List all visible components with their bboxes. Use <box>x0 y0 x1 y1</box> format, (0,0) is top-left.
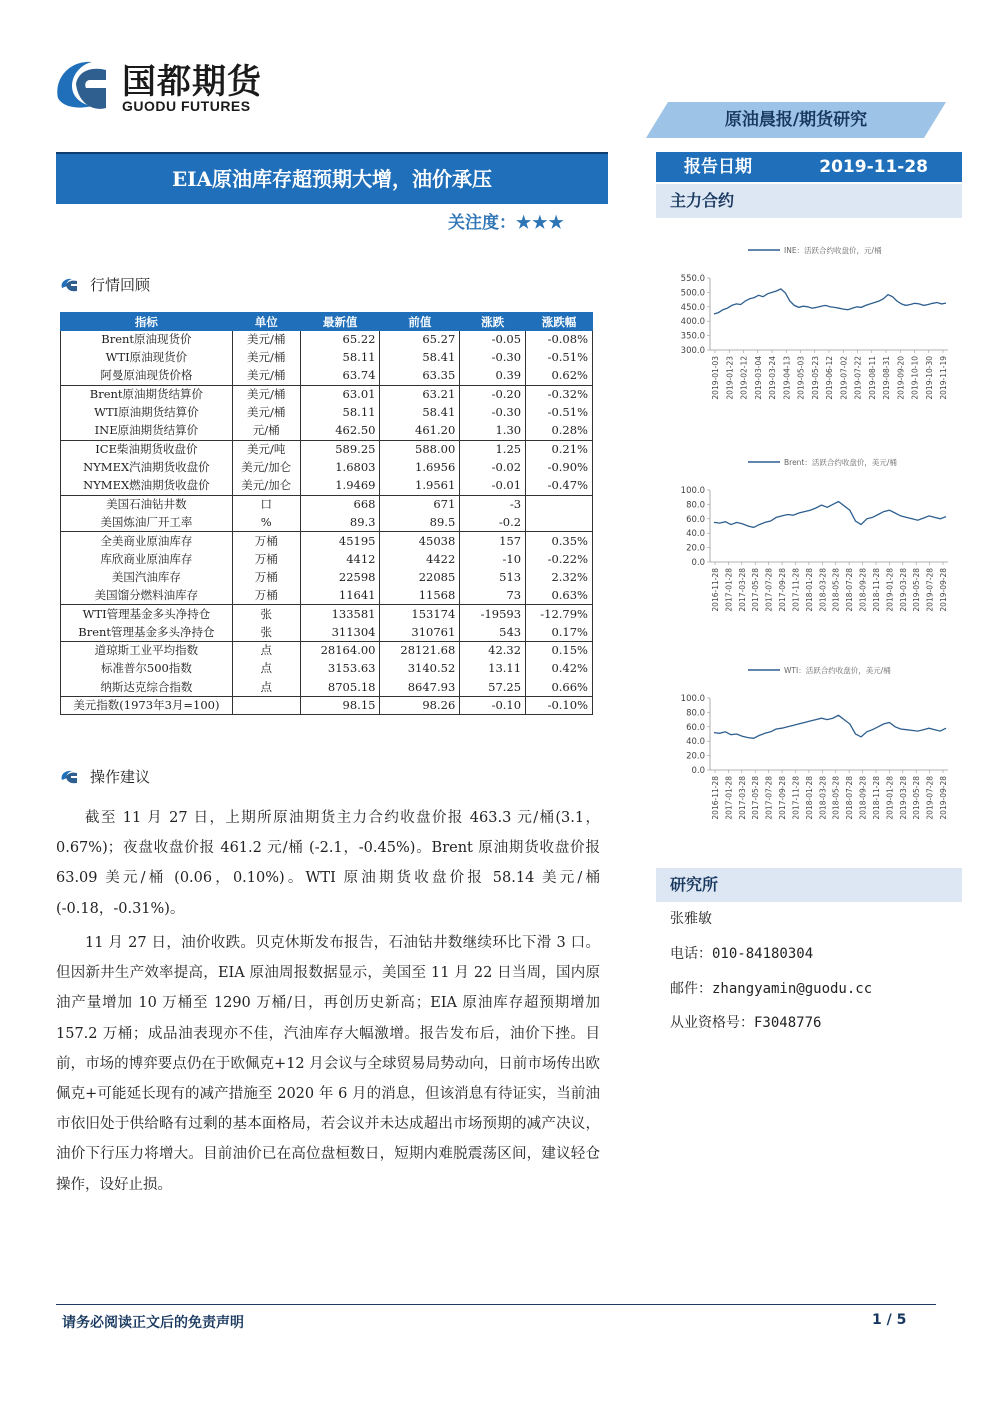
table-cell: 0.66% <box>526 678 593 696</box>
table-cell: 73 <box>460 587 526 605</box>
x-tick-label: 2019-09-20 <box>896 356 906 400</box>
x-tick-label: 2017-11-28 <box>791 776 801 820</box>
star-rating-icon: ★★★ <box>516 213 565 233</box>
table-row <box>61 605 593 623</box>
table-cell: -0.20 <box>460 385 526 403</box>
x-tick-label: 2018-05-28 <box>831 568 841 612</box>
x-tick-label: 2017-09-28 <box>778 776 788 820</box>
table-cell: 63.21 <box>380 385 460 403</box>
x-tick-label: 2019-01-03 <box>711 356 720 400</box>
x-tick-label: 2017-11-28 <box>791 568 801 612</box>
table-cell: 点 <box>232 678 300 696</box>
table-cell: -0.08% <box>526 331 593 349</box>
table-row <box>61 678 593 696</box>
indicator-name-cell: 纳斯达克综合指数 <box>61 678 233 696</box>
table-cell: 3153.63 <box>300 660 380 678</box>
x-tick-label: 2018-09-28 <box>858 776 868 820</box>
table-cell: 668 <box>300 495 380 513</box>
legend-label: WTI：活跃合约收盘价，美元/桶 <box>784 666 891 675</box>
table-cell: 63.35 <box>380 367 460 385</box>
table-cell: 1.30 <box>460 422 526 440</box>
indicator-name-cell: NYMEX汽油期货收盘价 <box>61 459 233 477</box>
main-contract-title: 主力合约 <box>670 191 735 210</box>
main-contract-header <box>656 184 962 218</box>
table-cell: 589.25 <box>300 440 380 458</box>
table-row <box>61 513 593 531</box>
x-tick-label: 2018-07-28 <box>845 568 855 612</box>
x-tick-label: 2019-09-28 <box>939 776 948 820</box>
report-type-badge <box>646 102 946 138</box>
table-cell: 513 <box>460 568 526 586</box>
table-body <box>61 331 593 715</box>
table-cell: 3140.52 <box>380 660 460 678</box>
table-cell: 462.50 <box>300 422 380 440</box>
table-cell: -0.51% <box>526 349 593 367</box>
table-cell: -0.30 <box>460 349 526 367</box>
x-tick-label: 2019-06-12 <box>825 356 834 400</box>
x-tick-label: 2019-03-28 <box>898 776 908 820</box>
table-row <box>61 367 593 385</box>
table-cell: -0.22% <box>526 550 593 568</box>
table-row <box>61 495 593 513</box>
table-cell: 万桶 <box>232 587 300 605</box>
x-tick-label: 2017-03-28 <box>737 776 747 820</box>
table-cell: 0.39 <box>460 367 526 385</box>
table-header-row <box>61 313 593 331</box>
column-header: 单位 <box>232 313 300 331</box>
x-tick-label: 2019-03-04 <box>753 356 763 400</box>
table-cell: 4412 <box>300 550 380 568</box>
indicator-name-cell: 标准普尔500指数 <box>61 660 233 678</box>
indicator-name-cell: WTI原油现货价 <box>61 349 233 367</box>
table-row <box>61 642 593 660</box>
ine-price-chart <box>660 236 960 412</box>
table-row <box>61 440 593 458</box>
wti-price-chart-svg <box>660 656 960 832</box>
x-tick-label: 2019-03-24 <box>768 356 777 400</box>
indicator-name-cell: 美国汽油库存 <box>61 568 233 586</box>
report-title-bar <box>56 152 608 204</box>
x-tick-label: 2018-05-28 <box>831 776 841 820</box>
table-cell: 671 <box>380 495 460 513</box>
table-cell: 89.5 <box>380 513 460 531</box>
table-cell: 58.41 <box>380 404 460 422</box>
x-tick-label: 2018-07-28 <box>845 776 855 820</box>
x-tick-label: 2017-01-28 <box>724 568 734 612</box>
report-type-text: 原油晨报/期货研究 <box>724 110 868 130</box>
section-bullet-icon <box>60 770 78 784</box>
y-tick-label: 450.0 <box>680 302 705 313</box>
y-tick-label: 40.0 <box>686 737 705 748</box>
indicator-name-cell: 美国石油钻井数 <box>61 495 233 513</box>
table-cell: -10 <box>460 550 526 568</box>
table-row <box>61 550 593 568</box>
table-cell: -0.01 <box>460 477 526 495</box>
legend-label: Brent：活跃合约收盘价，美元/桶 <box>784 458 897 467</box>
table-cell: 0.42% <box>526 660 593 678</box>
x-tick-label: 2019-07-28 <box>925 776 935 820</box>
y-tick-label: 80.0 <box>686 708 705 719</box>
x-tick-label: 2019-09-28 <box>939 568 948 612</box>
table-cell: 65.27 <box>380 331 460 349</box>
table-cell: -0.90% <box>526 459 593 477</box>
x-tick-label: 2018-09-28 <box>858 568 868 612</box>
table-cell: 22085 <box>380 568 460 586</box>
table-cell: 0.35% <box>526 532 593 550</box>
indicator-name-cell: 库欣商业原油库存 <box>61 550 233 568</box>
indicator-name-cell: Brent原油现货价 <box>61 331 233 349</box>
y-tick-label: 60.0 <box>686 514 705 525</box>
table-cell: -0.47% <box>526 477 593 495</box>
table-cell <box>526 495 593 513</box>
table-cell: 张 <box>232 605 300 623</box>
table-cell: 63.74 <box>300 367 380 385</box>
disclaimer-link[interactable]: 请务必阅读正文后的免责声明 <box>62 1315 244 1331</box>
table-cell: 58.11 <box>300 349 380 367</box>
x-tick-label: 2019-10-10 <box>910 356 920 400</box>
table-row <box>61 385 593 403</box>
table-cell: 65.22 <box>300 331 380 349</box>
table-cell: 133581 <box>300 605 380 623</box>
table-cell: % <box>232 513 300 531</box>
legend-label: INE：活跃合约收盘价，元/桶 <box>784 246 882 255</box>
table-cell: 0.15% <box>526 642 593 660</box>
y-tick-label: 20.0 <box>686 751 705 762</box>
x-tick-label: 2019-08-31 <box>882 356 891 400</box>
table-cell: -0.51% <box>526 404 593 422</box>
analyst-email: 邮件：zhangyamin@guodu.cc <box>670 981 873 997</box>
x-tick-label: 2018-03-28 <box>818 568 828 612</box>
brent-price-chart <box>660 448 960 624</box>
table-row <box>61 404 593 422</box>
table-cell: 42.32 <box>460 642 526 660</box>
table-cell <box>232 696 300 714</box>
table-cell: 0.28% <box>526 422 593 440</box>
x-tick-label: 2019-11-19 <box>939 356 948 400</box>
analyst-name: 张雅敏 <box>670 911 712 927</box>
x-tick-label: 2018-11-28 <box>871 568 881 612</box>
table-cell: -0.10% <box>526 696 593 714</box>
x-tick-label: 2016-11-28 <box>711 568 720 612</box>
logo-english-text: GUODU FUTURES <box>122 98 251 114</box>
table-cell: 1.6956 <box>380 459 460 477</box>
indicator-name-cell: INE原油期货结算价 <box>61 422 233 440</box>
x-tick-label: 2017-07-28 <box>764 776 774 820</box>
table-cell: 点 <box>232 642 300 660</box>
x-tick-label: 2017-05-28 <box>751 568 761 612</box>
table-cell: 157 <box>460 532 526 550</box>
table-cell: 98.15 <box>300 696 380 714</box>
x-tick-label: 2017-07-28 <box>764 568 774 612</box>
table-row <box>61 422 593 440</box>
y-tick-label: 100.0 <box>680 486 705 496</box>
section-title: 行情回顾 <box>90 276 151 294</box>
table-cell: 8705.18 <box>300 678 380 696</box>
x-tick-label: 2019-05-28 <box>912 568 922 612</box>
table-cell: -0.2 <box>460 513 526 531</box>
table-cell: 1.6803 <box>300 459 380 477</box>
brent-price-chart-svg <box>660 448 960 624</box>
x-tick-label: 2019-07-22 <box>853 356 863 400</box>
wti-price-chart <box>660 656 960 832</box>
x-tick-label: 2017-03-28 <box>737 568 747 612</box>
table-cell: 543 <box>460 623 526 641</box>
research-title: 研究所 <box>670 875 719 894</box>
x-tick-label: 2019-05-28 <box>912 776 922 820</box>
table-cell: -0.10 <box>460 696 526 714</box>
table-cell: 点 <box>232 660 300 678</box>
table-cell: 1.9469 <box>300 477 380 495</box>
column-header: 最新值 <box>300 313 380 331</box>
table-cell: 13.11 <box>460 660 526 678</box>
x-tick-label: 2019-01-28 <box>885 776 895 820</box>
indicator-name-cell: NYMEX燃油期货收盘价 <box>61 477 233 495</box>
y-tick-label: 300.0 <box>680 346 705 356</box>
table-cell: -19593 <box>460 605 526 623</box>
section-market-review <box>60 274 150 296</box>
analyst-phone: 电话：010-84180304 <box>670 946 814 962</box>
report-date-value: 2019-11-28 <box>819 157 928 177</box>
y-tick-label: 60.0 <box>686 722 705 733</box>
x-tick-label: 2018-03-28 <box>818 776 828 820</box>
table-cell: 588.00 <box>380 440 460 458</box>
table-cell: 美元/吨 <box>232 440 300 458</box>
table-cell: 0.62% <box>526 367 593 385</box>
table-cell: 万桶 <box>232 568 300 586</box>
table-cell: 311304 <box>300 623 380 641</box>
x-tick-label: 2019-10-30 <box>924 356 934 400</box>
x-tick-label: 2018-01-28 <box>804 776 814 820</box>
x-tick-label: 2019-01-23 <box>725 356 735 400</box>
x-tick-label: 2018-01-28 <box>804 568 814 612</box>
table-cell: 22598 <box>300 568 380 586</box>
y-tick-label: 20.0 <box>686 543 705 554</box>
y-tick-label: 40.0 <box>686 529 705 540</box>
table-cell: 98.26 <box>380 696 460 714</box>
x-tick-label: 2019-07-28 <box>925 568 935 612</box>
x-tick-label: 2019-07-02 <box>839 356 849 400</box>
table-cell: 58.11 <box>300 404 380 422</box>
table-row <box>61 587 593 605</box>
table-cell: 11568 <box>380 587 460 605</box>
table-cell: 张 <box>232 623 300 641</box>
indicator-name-cell: ICE柴油期货收盘价 <box>61 440 233 458</box>
column-header: 指标 <box>61 313 233 331</box>
table-cell: 461.20 <box>380 422 460 440</box>
table-cell: 美元/加仑 <box>232 477 300 495</box>
x-tick-label: 2019-04-13 <box>782 356 792 400</box>
x-tick-label: 2019-08-11 <box>867 356 877 400</box>
series-line <box>714 289 946 314</box>
table-row <box>61 568 593 586</box>
indicator-name-cell: WTI管理基金多头净持仓 <box>61 605 233 623</box>
section-bullet-icon <box>60 278 78 292</box>
table-cell: 0.21% <box>526 440 593 458</box>
y-tick-label: 500.0 <box>680 288 705 299</box>
column-header: 前值 <box>380 313 460 331</box>
indicator-name-cell: WTI原油期货结算价 <box>61 404 233 422</box>
x-tick-label: 2018-11-28 <box>871 776 881 820</box>
logo-chinese-text: 国都期货 <box>122 62 262 102</box>
company-logo <box>52 52 292 122</box>
table-cell: 1.25 <box>460 440 526 458</box>
section-operation-advice <box>60 766 150 788</box>
column-header: 涨跌幅 <box>526 313 593 331</box>
table-cell: 美元/桶 <box>232 331 300 349</box>
table-cell: 63.01 <box>300 385 380 403</box>
table-cell: 4422 <box>380 550 460 568</box>
table-cell: 57.25 <box>460 678 526 696</box>
y-tick-label: 80.0 <box>686 500 705 511</box>
column-header: 涨跌 <box>460 313 526 331</box>
table-cell: -12.79% <box>526 605 593 623</box>
y-tick-label: 0.0 <box>691 558 705 568</box>
x-tick-label: 2017-05-28 <box>751 776 761 820</box>
y-tick-label: 400.0 <box>680 317 705 328</box>
y-tick-label: 350.0 <box>680 331 705 342</box>
table-cell: 元/桶 <box>232 422 300 440</box>
y-tick-label: 550.0 <box>680 274 705 284</box>
series-line <box>714 715 946 738</box>
indicator-name-cell: 阿曼原油现货价格 <box>61 367 233 385</box>
table-cell: -3 <box>460 495 526 513</box>
x-tick-label: 2019-01-28 <box>885 568 895 612</box>
market-data-table <box>60 312 593 715</box>
table-cell: 2.32% <box>526 568 593 586</box>
table-row <box>61 331 593 349</box>
page-number: 1 / 5 <box>872 1312 907 1328</box>
report-date-label: 报告日期 <box>684 157 752 177</box>
table-cell: 45195 <box>300 532 380 550</box>
table-cell <box>526 513 593 531</box>
table-cell: 美元/桶 <box>232 349 300 367</box>
x-tick-label: 2019-02-12 <box>739 356 749 400</box>
table-cell: 美元/加仑 <box>232 459 300 477</box>
ine-price-chart-svg <box>660 236 960 412</box>
table-row <box>61 459 593 477</box>
table-cell: 美元/桶 <box>232 367 300 385</box>
analyst-license: 从业资格号：F3048776 <box>670 1015 822 1031</box>
table-cell: -0.02 <box>460 459 526 477</box>
section-title: 操作建议 <box>90 768 151 786</box>
indicator-name-cell: Brent管理基金多头净持仓 <box>61 623 233 641</box>
attention-label: 关注度： <box>448 213 516 233</box>
report-title: EIA原油库存超预期大增，油价承压 <box>171 167 493 191</box>
indicator-name-cell: 全美商业原油库存 <box>61 532 233 550</box>
paragraph: 截至 11 月 27 日，上期所原油期货主力合约收盘价报 463.3 元/桶(3.1，0.67%)；夜盘收盘价报 461.2 元/桶 (-2.1，-0.45%)。Brent 原油期货收盘价报 63.09 美元/桶 (0.06，0.10%)。WTI 原油期货收盘价报 58.14 美元/桶 (-0.18，-0.31%)。 <box>56 810 600 917</box>
table-row <box>61 349 593 367</box>
table-cell: 310761 <box>380 623 460 641</box>
table-cell: 0.17% <box>526 623 593 641</box>
indicator-name-cell: 道琼斯工业平均指数 <box>61 642 233 660</box>
table-cell: 45038 <box>380 532 460 550</box>
y-tick-label: 100.0 <box>680 694 705 704</box>
table-cell: 11641 <box>300 587 380 605</box>
attention-rating <box>448 208 598 233</box>
x-tick-label: 2016-11-28 <box>711 776 720 820</box>
indicator-name-cell: 美国馏分燃料油库存 <box>61 587 233 605</box>
paragraph: 11 月 27 日，油价收跌。贝克休斯发布报告，石油钻井数继续环比下滑 3 口。但因新井生产效率提高，EIA 原油周报数据显示，美国至 11 月 22 日当周，国内原油产量增加 10 万桶至 1290 万桶/日，再创历史新高；EIA 原油库存超预期增加 157.2 万桶；成品油表现亦不佳，汽油库存大幅激增。报告发布后，油价下挫。目前，市场的博弈要点仍在于欧佩克+12 月会议与全球贸易局势动向，日前市场传出欧佩克+可能延长现有的减产措施至 2020 年 6 月的消息，但该消息有待证实，当前油市依旧处于供给略有过剩的基本面格局，若会议并未达成超出市场预期的减产决议，油价下行压力将增大。目前油价已在高位盘桓数日，短期内难脱震荡区间，建议轻仓操作，设好止损。 <box>56 935 600 1193</box>
table-row <box>61 623 593 641</box>
table-cell: 153174 <box>380 605 460 623</box>
research-header <box>656 868 962 902</box>
table-cell: 万桶 <box>232 532 300 550</box>
table-cell: -0.30 <box>460 404 526 422</box>
table-cell: -0.32% <box>526 385 593 403</box>
y-tick-label: 0.0 <box>691 766 705 776</box>
table-cell: 美元/桶 <box>232 404 300 422</box>
table-cell: 28164.00 <box>300 642 380 660</box>
table-cell: 万桶 <box>232 550 300 568</box>
table-cell: 口 <box>232 495 300 513</box>
indicator-name-cell: Brent原油期货结算价 <box>61 385 233 403</box>
x-tick-label: 2019-03-28 <box>898 568 908 612</box>
table-cell: 美元/桶 <box>232 385 300 403</box>
table-cell: 1.9561 <box>380 477 460 495</box>
x-tick-label: 2017-09-28 <box>778 568 788 612</box>
x-tick-label: 2017-01-28 <box>724 776 734 820</box>
table-cell: 8647.93 <box>380 678 460 696</box>
table-row <box>61 532 593 550</box>
report-date-bar <box>656 152 962 182</box>
table-cell: -0.05 <box>460 331 526 349</box>
indicator-name-cell: 美国炼油厂开工率 <box>61 513 233 531</box>
x-tick-label: 2019-05-23 <box>810 356 820 400</box>
table-cell: 58.41 <box>380 349 460 367</box>
table-cell: 28121.68 <box>380 642 460 660</box>
x-tick-label: 2019-05-03 <box>796 356 806 400</box>
logo-mark-icon <box>52 54 112 114</box>
table-row <box>61 696 593 714</box>
table-row <box>61 660 593 678</box>
series-line <box>714 502 946 528</box>
indicator-name-cell: 美元指数(1973年3月=100) <box>61 696 233 714</box>
table-cell: 89.3 <box>300 513 380 531</box>
table-row <box>61 477 593 495</box>
table-cell: 0.63% <box>526 587 593 605</box>
footer-divider <box>56 1304 936 1305</box>
